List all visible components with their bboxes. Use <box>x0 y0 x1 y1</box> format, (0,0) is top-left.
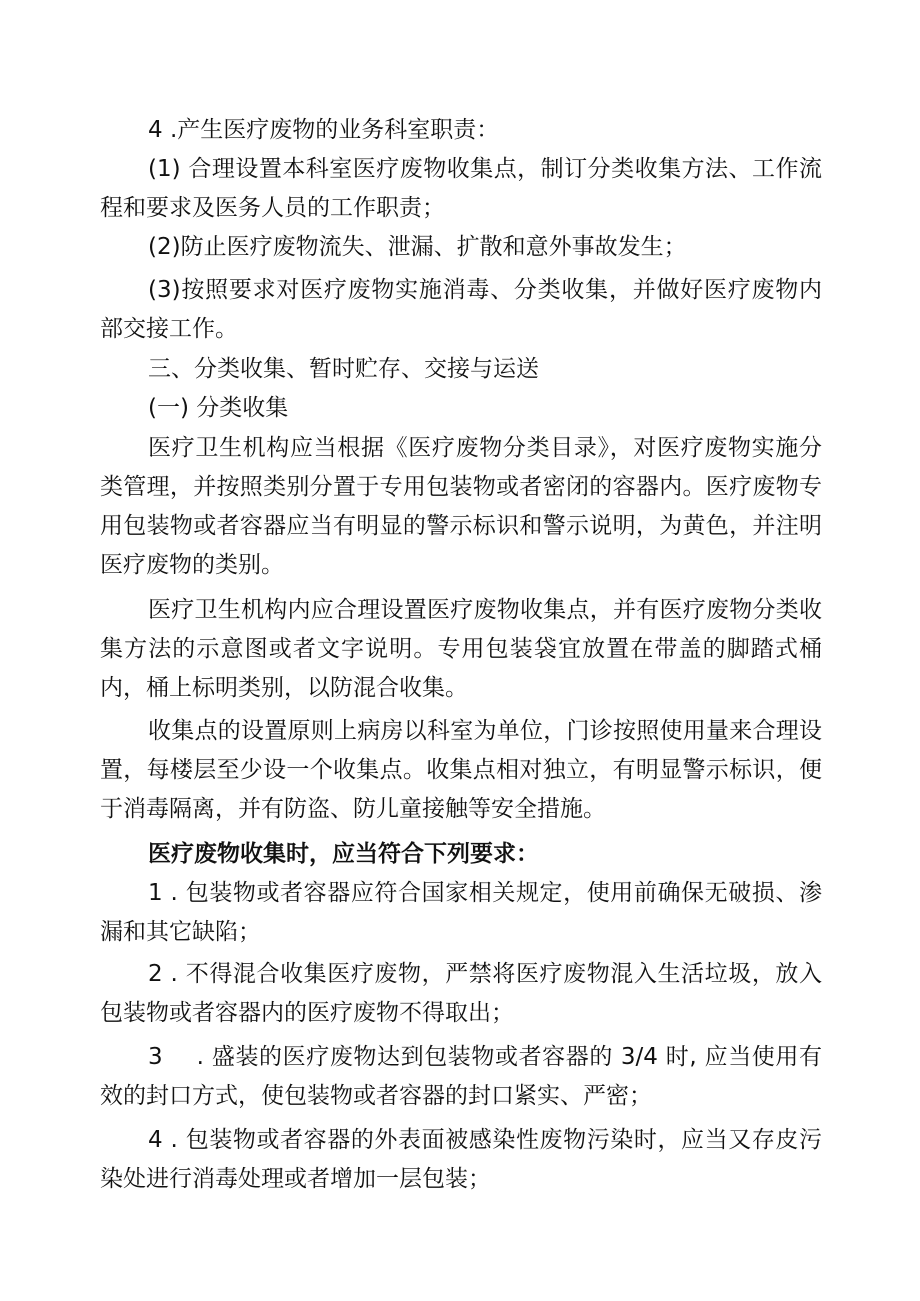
item-4-heading: 4 .产生医疗废物的业务科室职责： <box>148 117 500 143</box>
requirement-2-paragraph: 2 . 不得混合收集医疗废物，严禁将医疗废物混入生活垃圾，放入包装物或者容器内的医疗废物不得取出； <box>100 961 822 1026</box>
duty-1-paragraph: (1) 合理设置本科室医疗废物收集点，制订分类收集方法、工作流程和要求及医务人员的工作职责； <box>100 156 822 221</box>
requirement-3-number: 3 <box>148 1044 163 1070</box>
collection-setup-paragraph: 收集点的设置原则上病房以科室为单位，门诊按照使用量来合理设置，每楼层至少设一个收集点。收集点相对独立，有明显警示标识，便于消毒隔离，并有防盗、防儿童接触等安全措施。 <box>100 718 822 822</box>
subsection-1-heading: (一) 分类收集 <box>148 395 289 421</box>
requirement-3-paragraph <box>100 1038 822 1116</box>
section-3-heading: 三、分类收集、暂时贮存、交接与运送 <box>148 356 539 382</box>
requirement-4-paragraph: 4 . 包装物或者容器的外表面被感染性废物污染时，应当又存皮污染处进行消毒处理或者增加一层包装； <box>100 1127 822 1192</box>
requirements-heading: 医疗废物收集时，应当符合下列要求： <box>148 841 539 867</box>
classification-paragraph: 医疗卫生机构应当根据《医疗废物分类目录》，对医疗废物实施分类管理，并按照类别分置于专用包装物或者密闭的容器内。医疗废物专用包装物或者容器应当有明显的警示标识和警示说明，为黄色，并注明医疗废物的类别。 <box>100 435 822 578</box>
collection-point-paragraph: 医疗卫生机构内应合理设置医疗废物收集点，并有医疗废物分类收集方法的示意图或者文字说明。专用包装袋宜放置在带盖的脚踏式桶内，桶上标明类别，以防混合收集。 <box>100 597 822 701</box>
duty-2-paragraph: (2)防止医疗废物流失、泄漏、扩散和意外事故发生； <box>148 234 687 260</box>
duty-3-paragraph: (3)按照要求对医疗废物实施消毒、分类收集，并做好医疗废物内部交接工作。 <box>100 277 822 342</box>
requirement-1-paragraph: 1 . 包装物或者容器应符合国家相关规定，使用前确保无破损、渗漏和其它缺陷； <box>100 880 822 945</box>
requirement-3-text: . 盛装的医疗废物达到包装物或者容器的 3/4 时, 应当使用有效的封口方式，使包装物或者容器的封口紧实、严密； <box>100 1044 822 1109</box>
